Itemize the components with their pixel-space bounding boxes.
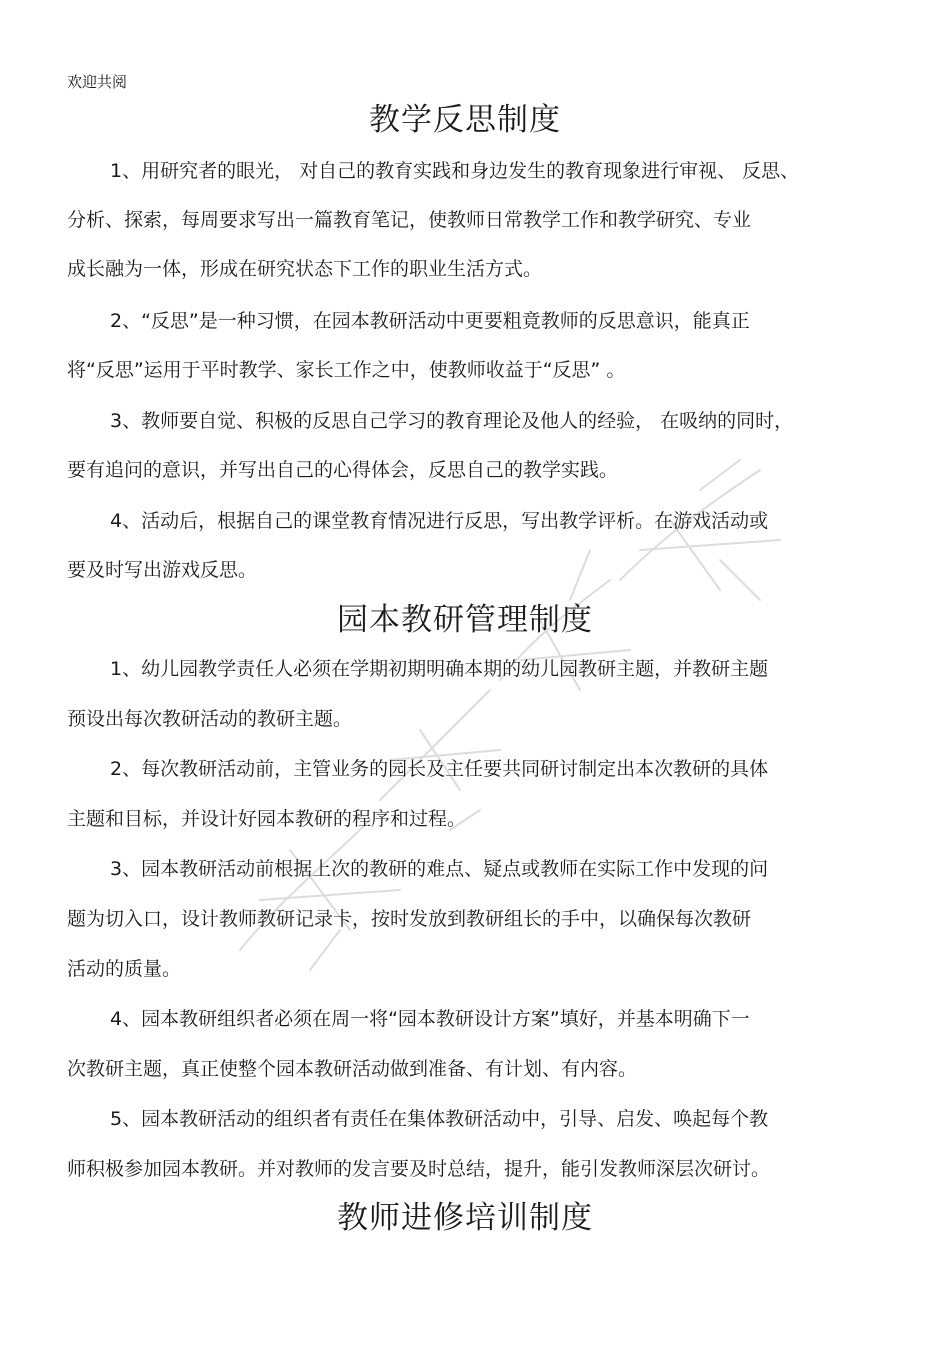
paragraph-line: 1、用研究者的眼光， 对自己的教育实践和身边发生的教育现象进行审视、 反思、 — [110, 160, 800, 182]
paragraph-line: 将“反思”运用于平时教学、家长工作之中，使教师收益于“反思” 。 — [67, 359, 626, 381]
paragraph-line: 主题和目标，并设计好园本教研的程序和过程。 — [67, 808, 467, 830]
header-note: 欢迎共阅 — [67, 73, 128, 91]
paragraph-line: 题为切入口，设计教师教研记录卡，按时发放到教研组长的手中，以确保每次教研 — [67, 908, 752, 930]
paragraph-line: 4、园本教研组织者必须在周一将“园本教研设计方案”填好，并基本明确下一 — [110, 1008, 750, 1030]
paragraph-line: 2、每次教研活动前，主管业务的园长及主任要共同研讨制定出本次教研的具体 — [110, 758, 769, 780]
paragraph-line: 3、教师要自觉、积极的反思自己学习的教育理论及他人的经验， 在吸纳的同时， — [110, 410, 794, 432]
paragraph-line: 2、“反思”是一种习惯，在园本教研活动中更要粗竟教师的反思意识，能真正 — [110, 310, 750, 332]
paragraph-line: 成长融为一体，形成在研究状态下工作的职业生活方式。 — [67, 258, 543, 280]
paragraph-line: 要有追问的意识，并写出自己的心得体会，反思自己的教学实践。 — [67, 459, 619, 481]
paragraph-line: 5、园本教研活动的组织者有责任在集体教研活动中，引导、启发、唤起每个教 — [110, 1108, 769, 1130]
paragraph-line: 活动的质量。 — [67, 958, 182, 980]
paragraph-line: 4、活动后，根据自己的课堂教育情况进行反思，写出教学评析。在游戏活动或 — [110, 510, 769, 532]
section-title: 园本教研管理制度 — [337, 602, 593, 638]
paragraph-line: 要及时写出游戏反思。 — [67, 559, 258, 581]
paragraph-line: 1、幼儿园教学责任人必须在学期初期明确本期的幼儿园教研主题，并教研主题 — [110, 658, 769, 680]
paragraph-line: 师积极参加园本教研。并对教师的发言要及时总结，提升，能引发教师深层次研讨。 — [67, 1158, 771, 1180]
section-title: 教师进修培训制度 — [337, 1200, 593, 1236]
section-title: 教学反思制度 — [369, 102, 561, 138]
paragraph-line: 预设出每次教研活动的教研主题。 — [67, 708, 353, 730]
paragraph-line: 分析、探索，每周要求写出一篇教育笔记，使教师日常教学工作和教学研究、专业 — [67, 209, 752, 231]
paragraph-line: 3、园本教研活动前根据上次的教研的难点、疑点或教师在实际工作中发现的问 — [110, 858, 769, 880]
paragraph-line: 次教研主题，真正使整个园本教研活动做到准备、有计划、有内容。 — [67, 1058, 638, 1080]
